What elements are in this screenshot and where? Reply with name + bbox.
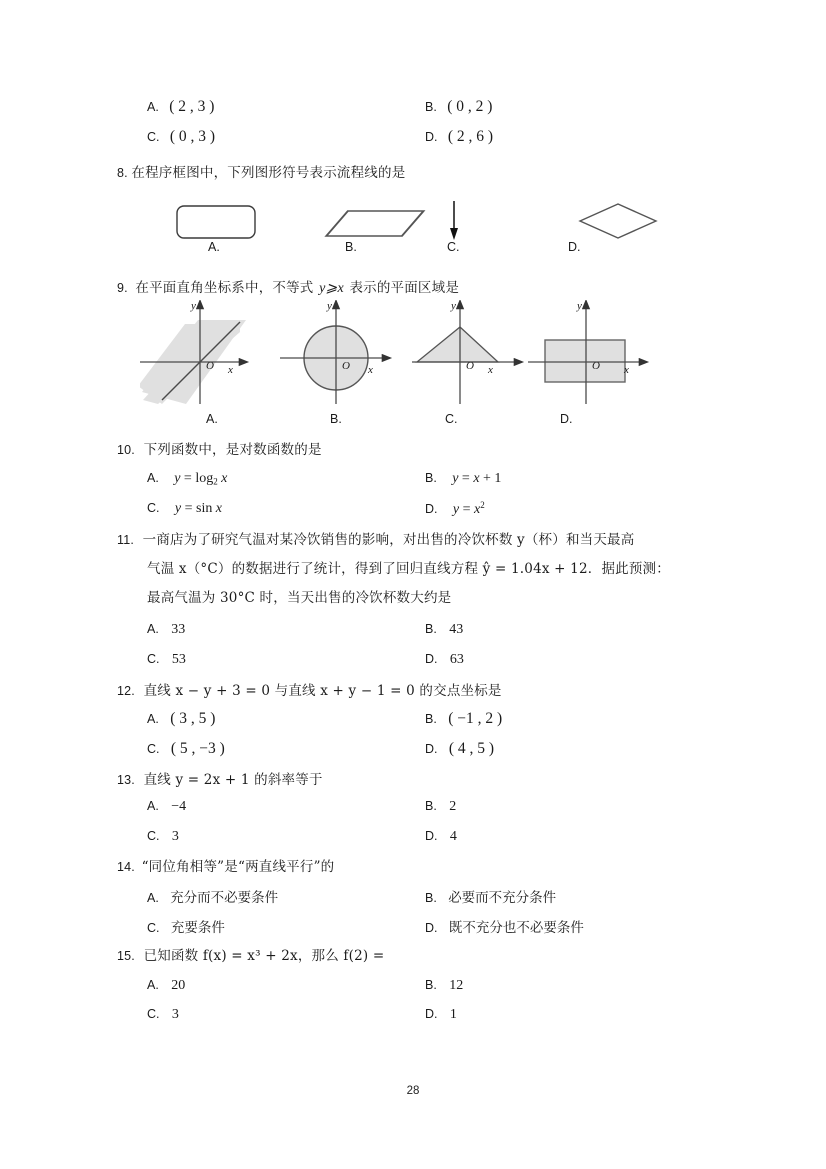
question-number: 12.	[117, 684, 135, 698]
question-text: 下列函数中，是对数函数的是	[143, 442, 322, 458]
q8-figure-label-C: C.	[447, 240, 460, 254]
option-q13-A[interactable]	[147, 798, 186, 815]
question-text: 一商店为了研究气温对某冷饮销售的影响，对出售的冷饮杯数 y（杯）和当天最高	[142, 532, 635, 548]
option-q12-C[interactable]	[147, 740, 225, 758]
q9-A-x-axis-label: x	[228, 364, 233, 376]
option-label: A.	[147, 799, 159, 813]
q9-B-x-axis-label: x	[368, 364, 373, 376]
option-q10-D[interactable]: D. $y = x^2$	[425, 500, 485, 517]
option-q13-D[interactable]	[425, 828, 457, 845]
option-q14-D[interactable]	[425, 916, 584, 936]
q9-figure-label-A: A.	[206, 412, 218, 426]
option-q11-D[interactable]	[425, 651, 464, 668]
option-q15-D[interactable]	[425, 1006, 457, 1023]
option-label: B.	[425, 471, 437, 485]
option-q13-C[interactable]	[147, 828, 179, 845]
question-14-stem	[117, 857, 334, 878]
option-label: B.	[425, 622, 437, 636]
option-q10-A[interactable]: A. $y = \log_2 x$	[147, 471, 228, 487]
option-text: 必要而不充分条件	[448, 890, 557, 906]
question-13-stem	[117, 770, 323, 791]
option-text: −4	[171, 799, 187, 814]
option-label: B.	[425, 799, 437, 813]
option-text: 既不充分也不必要条件	[448, 920, 584, 936]
option-label: C.	[147, 501, 160, 515]
q9-figure-label-D: D.	[560, 412, 573, 426]
q9-A-origin-label: O	[206, 360, 214, 372]
option-label: D.	[425, 829, 438, 843]
option-math: y	[174, 471, 181, 486]
option-text: 33	[171, 622, 186, 637]
option-q14-A[interactable]	[147, 886, 278, 906]
question-text: 直线 y = 2x + 1 的斜率等于	[143, 772, 323, 788]
question-text: 气温 x（°C）的数据进行了统计，得到了回归直线方程 ŷ = 1.04x + 12．据此预测：	[147, 561, 670, 577]
option-label: A.	[147, 471, 159, 485]
option-text: ( 3 , 5 )	[170, 710, 216, 727]
option-label: C.	[147, 652, 160, 666]
option-text: 1	[449, 1007, 457, 1022]
question-8-stem	[117, 163, 405, 184]
option-text: 12	[449, 978, 464, 993]
option-math: y	[452, 471, 459, 486]
option-text: 4	[449, 829, 457, 844]
option-q14-C[interactable]	[147, 916, 225, 936]
question-number: 13.	[117, 773, 135, 787]
option-q7-C[interactable]	[147, 128, 215, 146]
option-text: 3	[171, 829, 179, 844]
page-number: 28	[406, 1085, 420, 1097]
option-label: B.	[425, 891, 437, 905]
option-label: A.	[147, 622, 159, 636]
option-math: y	[452, 501, 460, 517]
q9-D-x-axis-label: x	[624, 364, 629, 376]
option-q12-A[interactable]	[147, 710, 215, 728]
option-text: 2	[449, 799, 457, 814]
option-text: 53	[171, 652, 186, 667]
question-number: 10.	[117, 443, 135, 457]
option-label: A.	[147, 978, 159, 992]
option-label: B.	[425, 100, 437, 114]
q9-C-origin-label: O	[466, 360, 474, 372]
option-q7-D[interactable]	[425, 128, 493, 146]
q9-option-D-diagram[interactable]	[528, 308, 640, 404]
q9-B-origin-label: O	[342, 360, 350, 372]
question-text: 最高气温为 30°C 时，当天出售的冷饮杯数大约是	[147, 590, 452, 606]
q9-C-y-axis-label: y	[451, 300, 456, 312]
option-label: C.	[147, 829, 160, 843]
q9-B-y-axis-label: y	[327, 300, 332, 312]
option-label: A.	[147, 100, 159, 114]
parallelogram-shape[interactable]	[326, 211, 423, 236]
option-text: 20	[171, 978, 186, 993]
option-q10-C[interactable]: C. y = sin x	[147, 501, 222, 516]
option-label: C.	[147, 921, 160, 935]
option-q11-C[interactable]	[147, 651, 186, 668]
option-label: D.	[425, 1007, 438, 1021]
q9-D-origin-label: O	[592, 360, 600, 372]
question-text-suffix: 表示的平面区域是	[349, 280, 460, 296]
option-q13-B[interactable]	[425, 798, 456, 815]
option-label: D.	[425, 652, 438, 666]
option-text: ( 5 , −3 )	[170, 740, 225, 757]
option-q11-B[interactable]	[425, 621, 463, 638]
option-text: 3	[171, 1007, 179, 1022]
option-q10-B[interactable]: B. y = x + 1	[425, 471, 502, 486]
option-q15-A[interactable]	[147, 977, 185, 994]
option-text: 充分而不必要条件	[170, 890, 279, 906]
option-label: A.	[147, 891, 159, 905]
option-label: D.	[425, 742, 438, 756]
option-q12-B[interactable]	[425, 710, 502, 728]
question-12-stem	[117, 681, 502, 702]
option-text: ( 4 , 5 )	[448, 740, 495, 757]
option-text: 充要条件	[170, 920, 225, 936]
option-q12-D[interactable]	[425, 740, 494, 758]
option-q7-B[interactable]	[425, 98, 492, 116]
q9-figure-row	[140, 300, 660, 430]
option-text: ( 0 , 3 )	[169, 128, 216, 145]
q9-C-x-axis-label: x	[488, 364, 493, 376]
question-number: 8.	[117, 166, 128, 180]
option-q14-B[interactable]	[425, 886, 556, 906]
question-text: 在程序框图中，下列图形符号表示流程线的是	[131, 165, 406, 181]
question-number: 14.	[117, 860, 135, 874]
question-number: 9.	[117, 281, 128, 295]
question-11-line-3	[147, 588, 451, 609]
rounded-rectangle-shape[interactable]	[177, 206, 255, 238]
q9-option-A-diagram[interactable]	[140, 308, 246, 404]
question-number: 11.	[117, 533, 135, 547]
question-inequality: y⩾x	[319, 281, 344, 296]
question-9-stem	[117, 278, 459, 299]
q8-figure-label-A: A.	[208, 240, 220, 254]
option-text: ( −1 , 2 )	[448, 710, 503, 727]
option-label: D.	[425, 921, 438, 935]
q9-shapes-svg	[140, 300, 660, 410]
question-10-stem	[117, 440, 322, 461]
question-text: 直线 x − y + 3 = 0 与直线 x + y − 1 = 0 的交点坐标是	[143, 683, 502, 699]
option-label: B.	[425, 712, 437, 726]
q9-A-y-axis-label: y	[191, 300, 196, 312]
option-text: 63	[449, 652, 464, 667]
option-text: ( 2 , 6 )	[447, 128, 494, 145]
q9-option-B-diagram[interactable]	[280, 308, 383, 404]
q9-D-y-axis-label: y	[577, 300, 582, 312]
question-text: 已知函数 f(x) = x³ + 2x，那么 f(2) =	[143, 948, 385, 964]
option-q7-A[interactable]	[147, 98, 214, 116]
q9-figure-label-B: B.	[330, 412, 342, 426]
diamond-shape[interactable]	[580, 204, 656, 238]
option-label: B.	[425, 978, 437, 992]
question-text: “同位角相等”是“两直线平行”的	[141, 859, 335, 875]
q8-figure-label-B: B.	[345, 240, 357, 254]
q9-figure-label-C: C.	[445, 412, 458, 426]
q8-figure-row	[140, 190, 660, 265]
question-11-line-2	[147, 559, 670, 580]
option-label: C.	[147, 1007, 160, 1021]
q9-option-C-diagram[interactable]	[412, 308, 515, 404]
option-q11-A[interactable]	[147, 621, 185, 638]
option-math: y	[174, 501, 182, 516]
option-q15-C[interactable]	[147, 1006, 179, 1023]
option-label: C.	[147, 742, 160, 756]
q8-figure-label-D: D.	[568, 240, 581, 254]
option-label: D.	[425, 501, 438, 516]
option-label: D.	[425, 130, 438, 144]
question-text-prefix: 在平面直角坐标系中，不等式	[135, 280, 314, 296]
option-text: 43	[449, 622, 464, 637]
question-number: 15.	[117, 949, 135, 963]
question-11-line-1	[117, 530, 634, 551]
option-text: ( 0 , 2 )	[447, 98, 493, 115]
option-q15-B[interactable]	[425, 977, 463, 994]
arrow-down-shape[interactable]	[450, 201, 458, 240]
option-text: ( 2 , 3 )	[169, 98, 215, 115]
option-label: A.	[147, 712, 159, 726]
question-15-stem	[117, 946, 384, 967]
option-label: C.	[147, 130, 160, 144]
